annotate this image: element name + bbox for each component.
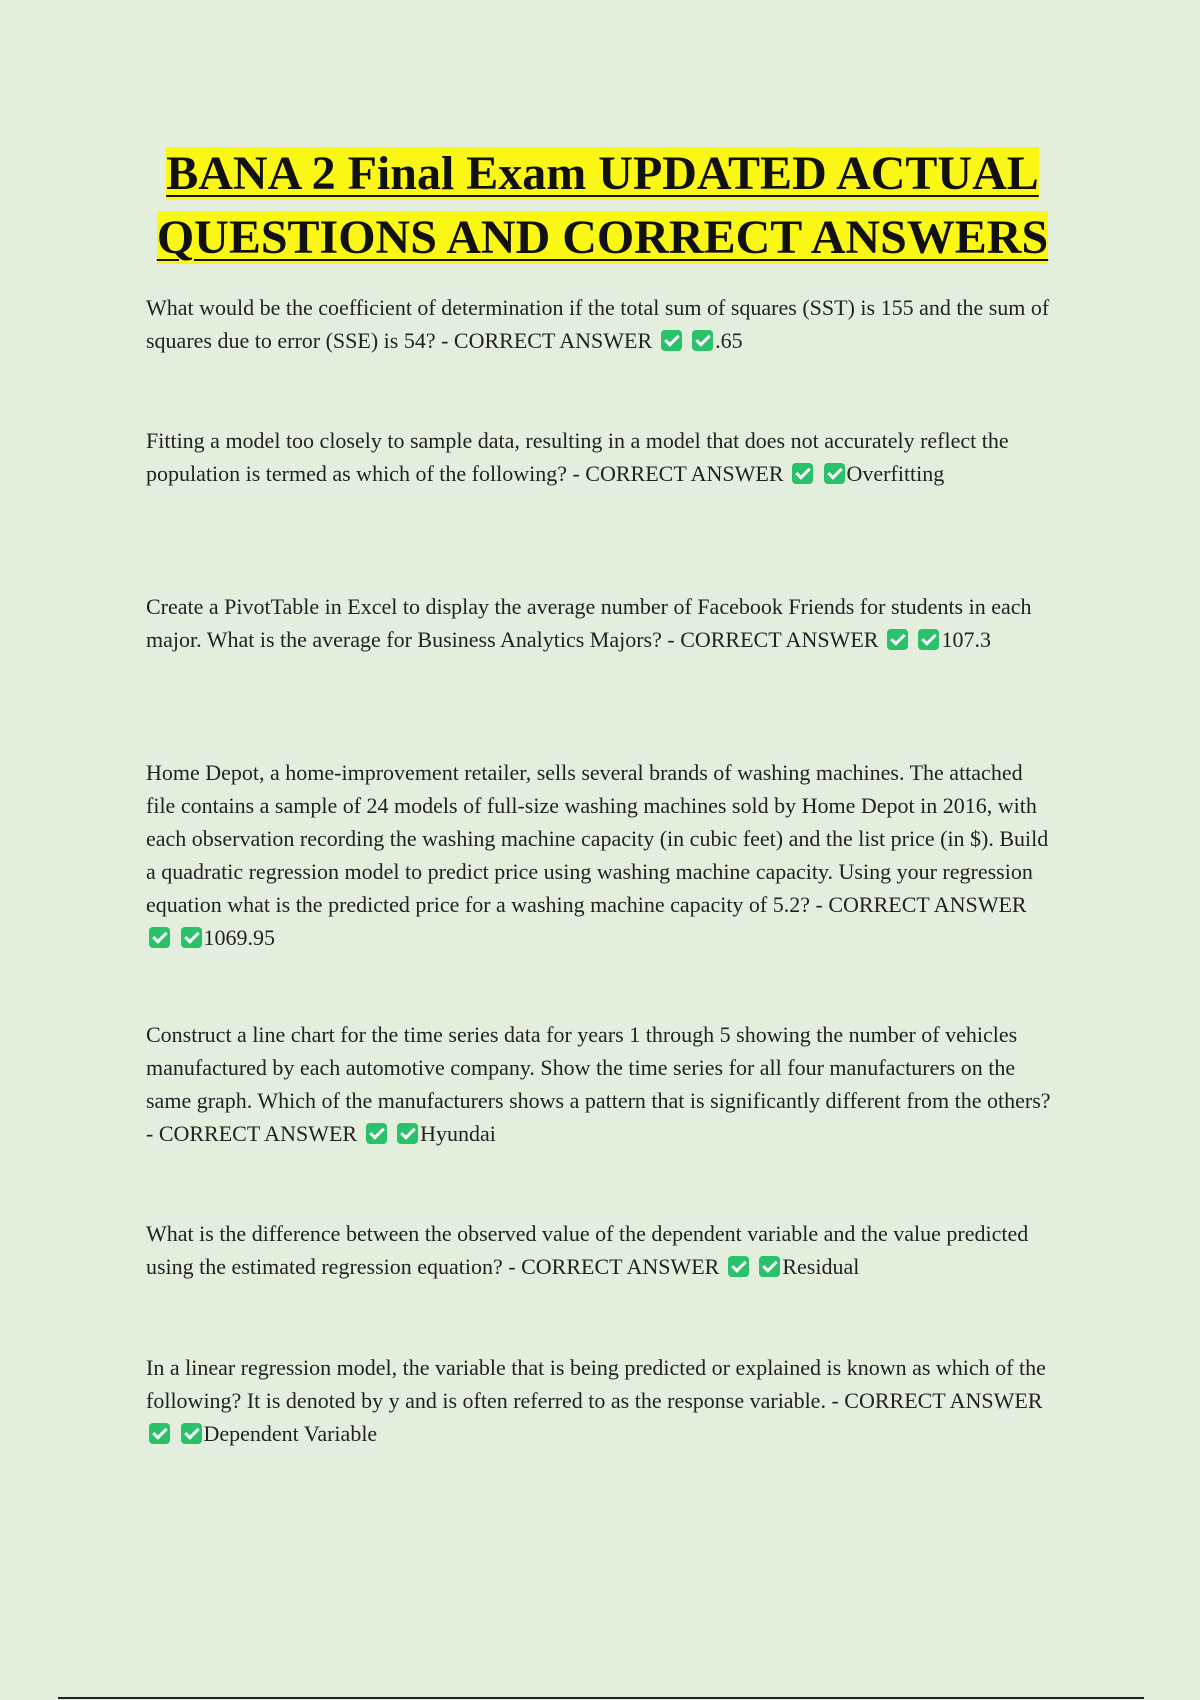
answer-text: Dependent Variable (203, 1421, 378, 1446)
qa-item (146, 424, 1056, 490)
footer-divider (58, 1697, 1144, 1699)
answer-marker: - CORRECT ANSWER (815, 892, 1027, 917)
question-text: Fitting a model too closely to sample data, resulting in a model that does not accurately reflect the population is termed as which of the following? (146, 428, 1009, 486)
check-mark-icon (661, 330, 682, 351)
check-mark-icon (149, 1423, 170, 1444)
question-text: Home Depot, a home-improvement retailer, sells several brands of washing machines. The attached file contains a sample of 24 models of full-size washing machines sold by Home Depot in 2016, with each observation recording the washing machine capacity (in cubic feet) and the list price (in $). Build a quadratic regression model to predict price using washing machine capacity. Using your regression equation what is the predicted price for a washing machine capacity of 5.2? (146, 760, 1049, 917)
check-mark-icon (366, 1123, 387, 1144)
question-text: What would be the coefficient of determination if the total sum of squares (SST) is 155 and the sum of squares due to error (SSE) is 54? (146, 295, 1050, 353)
question-text: What is the difference between the observed value of the dependent variable and the value predicted using the estimated regression equation? (146, 1221, 1029, 1279)
qa-item (146, 590, 1056, 656)
answer-text: .65 (715, 328, 743, 353)
answer-marker: - CORRECT ANSWER (146, 1121, 358, 1146)
qa-item (146, 1351, 1056, 1450)
check-mark-icon (792, 463, 813, 484)
qa-item (146, 1018, 1056, 1150)
check-mark-icon (887, 629, 908, 650)
answer-marker: - CORRECT ANSWER (572, 461, 784, 486)
check-mark-icon (181, 927, 202, 948)
answer-marker: - CORRECT ANSWER (441, 328, 653, 353)
check-mark-icon (759, 1256, 780, 1277)
answer-text: Hyundai (420, 1121, 496, 1146)
title-line-2: QUESTIONS AND CORRECT ANSWERS (156, 211, 1049, 264)
qa-item (146, 291, 1056, 357)
check-mark-icon (149, 927, 170, 948)
title-line-1: BANA 2 Final Exam UPDATED ACTUAL (166, 147, 1039, 200)
answer-marker: - CORRECT ANSWER (831, 1388, 1043, 1413)
qa-item (146, 1217, 1056, 1283)
check-mark-icon (824, 463, 845, 484)
answer-marker: - CORRECT ANSWER (508, 1254, 720, 1279)
qa-item (146, 756, 1056, 954)
answer-marker: - CORRECT ANSWER (667, 627, 879, 652)
question-text: In a linear regression model, the variable that is being predicted or explained is known as which of the following? It is denoted by y and is often referred to as the response variable. (146, 1355, 1046, 1413)
answer-text: 1069.95 (203, 925, 275, 950)
question-text: Construct a line chart for the time series data for years 1 through 5 showing the number of vehicles manufactured by each automotive company. Show the time series for all four manufacturers on the same graph. Which of the manufacturers shows a pattern that is significantly different from the others? (146, 1022, 1051, 1113)
check-mark-icon (397, 1123, 418, 1144)
page-title (130, 142, 1075, 270)
check-mark-icon (181, 1423, 202, 1444)
check-mark-icon (918, 629, 939, 650)
answer-text: 107.3 (941, 627, 991, 652)
check-mark-icon (692, 330, 713, 351)
question-text: Create a PivotTable in Excel to display the average number of Facebook Friends for students in each major. What is the average for Business Analytics Majors? (146, 594, 1032, 652)
answer-text: Overfitting (846, 461, 945, 486)
check-mark-icon (728, 1256, 749, 1277)
answer-text: Residual (782, 1254, 860, 1279)
